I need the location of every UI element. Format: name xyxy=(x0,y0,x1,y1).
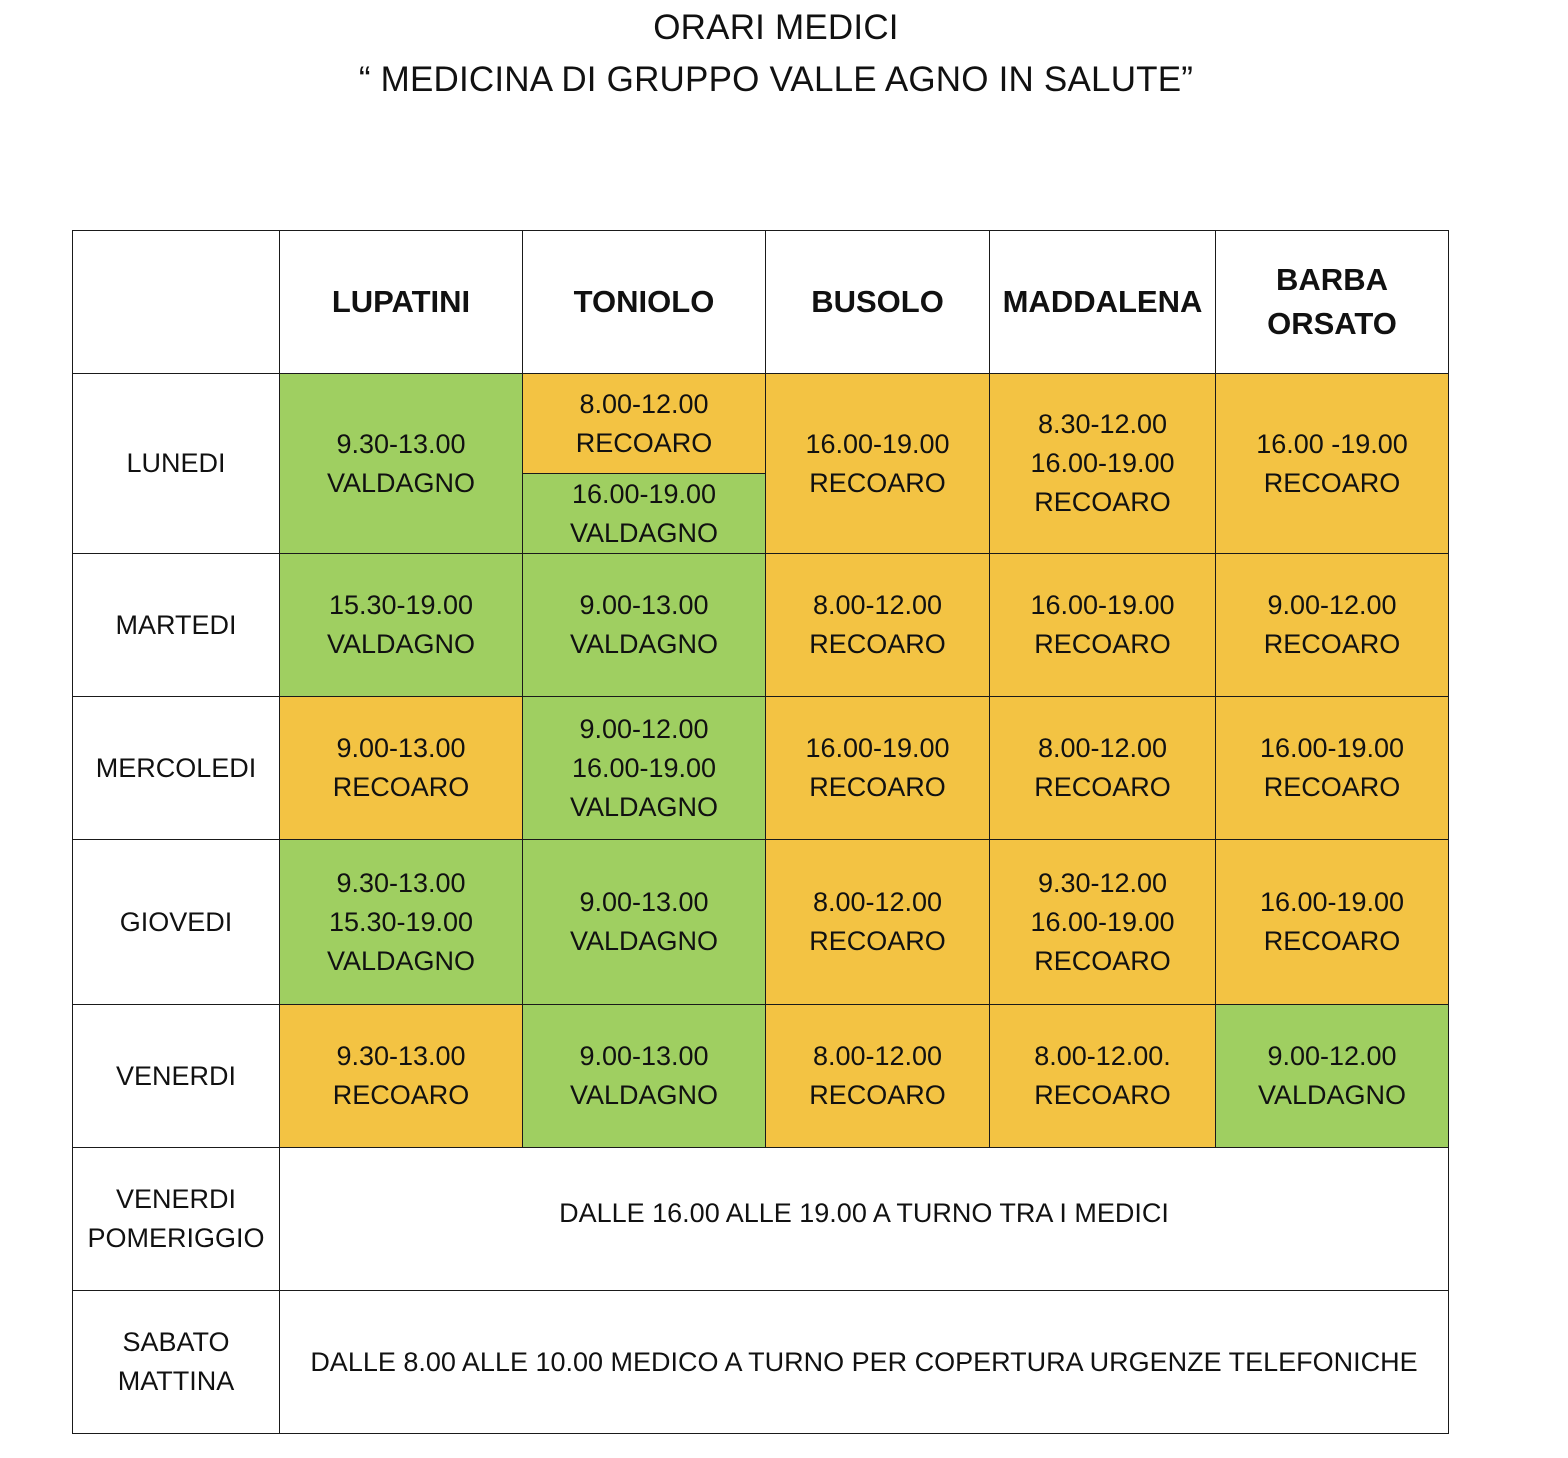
location: VALDAGNO xyxy=(569,517,719,548)
time-range: 9.30-13.00 xyxy=(336,428,466,459)
location: RECOARO xyxy=(1263,629,1401,659)
time-range: 9.30-13.00 xyxy=(336,1041,466,1071)
location: RECOARO xyxy=(809,629,946,659)
doctor-header-busolo: BUSOLO xyxy=(766,231,990,374)
location: RECOARO xyxy=(332,772,470,802)
location: RECOARO xyxy=(332,1080,470,1110)
time-range: 9.30-12.00 xyxy=(1037,867,1168,898)
day-label-mercoledi: MERCOLEDI xyxy=(73,697,280,840)
cell-lunedi-toniolo-am xyxy=(523,374,766,474)
time-range: 9.00-13.00 xyxy=(579,1041,709,1071)
corner-cell xyxy=(73,231,280,374)
location: RECOARO xyxy=(1263,926,1401,956)
day-label-lunedi: LUNEDI xyxy=(73,374,280,554)
location: RECOARO xyxy=(575,427,713,458)
time-range: 8.00-12.00 xyxy=(579,388,709,419)
day-label-giovedi: GIOVEDI xyxy=(73,840,280,1005)
time-range: 16.00-19.00 xyxy=(805,733,950,763)
cell-giovedi-lupatini xyxy=(280,840,523,1005)
cell-martedi-busolo xyxy=(766,554,990,697)
time-range: 8.30-12.00 xyxy=(1037,409,1168,439)
row-giovedi xyxy=(73,840,1449,1005)
location: RECOARO xyxy=(1034,945,1171,976)
location: RECOARO xyxy=(1034,772,1171,802)
location: VALDAGNO xyxy=(326,629,476,659)
page-title: ORARI MEDICI xyxy=(653,8,899,47)
cell-martedi-toniolo xyxy=(523,554,766,697)
cell-mercoledi-lupatini xyxy=(280,697,523,840)
doctor-header-orsato-line: ORSATO xyxy=(1267,306,1397,341)
time-range: 16.00-19.00 xyxy=(1030,448,1175,478)
cell-giovedi-toniolo xyxy=(523,840,766,1005)
time-range: 9.00-13.00 xyxy=(579,590,709,620)
location: RECOARO xyxy=(1263,467,1401,498)
time-range: 8.00-12.00 xyxy=(812,590,943,620)
header-row xyxy=(73,231,1449,374)
time-range: 9.00-12.00 xyxy=(1267,590,1397,620)
location: VALDAGNO xyxy=(569,1080,719,1110)
row-mercoledi xyxy=(73,697,1449,840)
cell-lunedi-toniolo-pm xyxy=(523,474,766,554)
cell-venerdi-barba-orsato xyxy=(1216,1005,1449,1148)
location: VALDAGNO xyxy=(326,945,476,976)
location: VALDAGNO xyxy=(569,926,719,956)
time-range: 8.00-12.00 xyxy=(812,1041,943,1071)
location: VALDAGNO xyxy=(326,467,476,498)
day-label-martedi: MARTEDI xyxy=(73,554,280,697)
doctor-header-toniolo: TONIOLO xyxy=(523,231,766,374)
time-range: 9.00-13.00 xyxy=(336,733,466,763)
location: VALDAGNO xyxy=(1257,1080,1407,1110)
time-range: 16.00-19.00 xyxy=(805,428,950,459)
location: RECOARO xyxy=(809,467,946,498)
time-range: 8.00-12.00. xyxy=(1034,1041,1171,1071)
time-range: 16.00-19.00 xyxy=(1030,590,1175,620)
cell-lunedi-lupatini xyxy=(280,374,523,554)
location: RECOARO xyxy=(1034,1080,1171,1110)
cell-lunedi-barba-orsato xyxy=(1216,374,1449,554)
cell-martedi-maddalena xyxy=(990,554,1216,697)
location: RECOARO xyxy=(1034,487,1171,517)
location: RECOARO xyxy=(1034,629,1171,659)
note-venerdi-pomeriggio: DALLE 16.00 ALLE 19.00 A TURNO TRA I MEDICI xyxy=(280,1148,1449,1291)
schedule-table xyxy=(72,230,1449,1434)
time-range: 16.00-19.00 xyxy=(1030,906,1175,937)
location: VALDAGNO xyxy=(569,629,719,659)
day-label-line: MATTINA xyxy=(117,1366,235,1396)
time-range: 16.00-19.00 xyxy=(1259,887,1405,917)
note-sabato-mattina: DALLE 8.00 ALLE 10.00 MEDICO A TURNO PER COPERTURA URGENZE TELEFONICHE xyxy=(280,1291,1449,1434)
cell-mercoledi-toniolo xyxy=(523,697,766,840)
time-range: 9.30-13.00 xyxy=(336,867,466,898)
time-range: 15.30-19.00 xyxy=(328,590,474,620)
row-martedi xyxy=(73,554,1449,697)
cell-giovedi-maddalena xyxy=(990,840,1216,1005)
location: VALDAGNO xyxy=(569,791,719,822)
cell-martedi-barba-orsato xyxy=(1216,554,1449,697)
cell-venerdi-maddalena xyxy=(990,1005,1216,1148)
row-venerdi xyxy=(73,1005,1449,1148)
doctor-header-barba-line: BARBA xyxy=(1276,262,1388,297)
cell-venerdi-toniolo xyxy=(523,1005,766,1148)
cell-giovedi-barba-orsato xyxy=(1216,840,1449,1005)
time-range: 9.00-12.00 xyxy=(1267,1041,1397,1071)
time-range: 16.00-19.00 xyxy=(571,752,717,783)
time-range: 8.00-12.00 xyxy=(1037,733,1168,763)
cell-lunedi-maddalena xyxy=(990,374,1216,554)
location: RECOARO xyxy=(809,1080,946,1110)
cell-mercoledi-maddalena xyxy=(990,697,1216,840)
cell-giovedi-busolo xyxy=(766,840,990,1005)
day-label-venerdi-pomeriggio xyxy=(73,1148,280,1291)
time-range: 16.00-19.00 xyxy=(1259,733,1405,763)
time-range: 9.00-13.00 xyxy=(579,887,709,917)
day-label-line: POMERIGGIO xyxy=(87,1223,265,1253)
cell-martedi-lupatini xyxy=(280,554,523,697)
cell-venerdi-lupatini xyxy=(280,1005,523,1148)
time-range: 16.00-19.00 xyxy=(571,478,717,509)
day-label-sabato-mattina xyxy=(73,1291,280,1434)
time-range: 8.00-12.00 xyxy=(812,887,943,917)
doctor-header-lupatini: LUPATINI xyxy=(280,231,523,374)
time-range: 15.30-19.00 xyxy=(328,906,474,937)
day-label-venerdi: VENERDI xyxy=(73,1005,280,1148)
day-label-line: SABATO xyxy=(122,1327,230,1357)
page-subtitle: “ MEDICINA DI GRUPPO VALLE AGNO IN SALUTE” xyxy=(358,60,1194,99)
time-range: 16.00 -19.00 xyxy=(1256,428,1408,459)
row-sabato-mattina xyxy=(73,1291,1449,1434)
cell-mercoledi-barba-orsato xyxy=(1216,697,1449,840)
doctor-header-maddalena: MADDALENA xyxy=(990,231,1216,374)
day-label-line: VENERDI xyxy=(115,1184,237,1214)
doctor-header-barba-orsato xyxy=(1216,231,1449,374)
row-venerdi-pomeriggio xyxy=(73,1148,1449,1291)
location: RECOARO xyxy=(809,926,946,956)
location: RECOARO xyxy=(809,772,946,802)
cell-mercoledi-busolo xyxy=(766,697,990,840)
time-range: 9.00-12.00 xyxy=(579,713,709,744)
cell-lunedi-busolo xyxy=(766,374,990,554)
cell-venerdi-busolo xyxy=(766,1005,990,1148)
row-lunedi xyxy=(73,374,1449,474)
location: RECOARO xyxy=(1263,772,1401,802)
